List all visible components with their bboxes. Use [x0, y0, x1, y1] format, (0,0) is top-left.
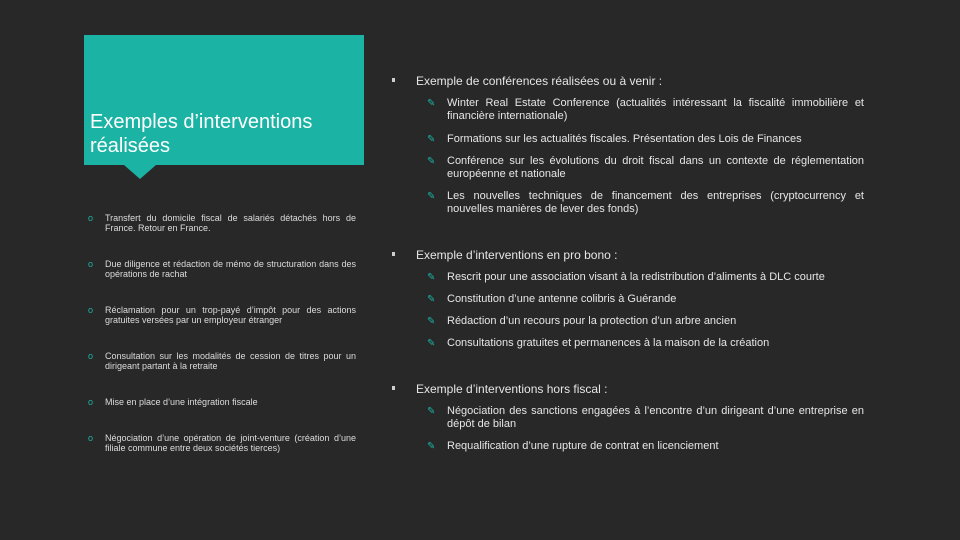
title-box-pointer	[124, 165, 156, 179]
interventions-list	[88, 213, 356, 453]
pencil-arrow-icon: ✎	[427, 316, 436, 327]
list-item: o Mise en place d’une intégration fiscale	[88, 397, 258, 407]
list-item: ✎ Les nouvelles techniques de financement des entreprises (cryptocurrency et nouvelles manières de lever des fonds)	[427, 190, 864, 215]
list-item: o Transfert du domicile fiscal de salariés détachés hors de France. Retour en France.	[88, 213, 356, 233]
list-item: ✎ Consultations gratuites et permanences à la maison de la création	[427, 337, 770, 349]
pencil-arrow-icon: ✎	[427, 98, 436, 109]
circle-bullet-icon: o	[88, 433, 94, 443]
circle-bullet-icon: o	[88, 259, 94, 269]
pencil-arrow-icon: ✎	[427, 134, 436, 145]
list-item: ✎ Conférence sur les évolutions du droit fiscal dans un contexte de réglementation européenne et nationale	[427, 155, 864, 180]
pencil-arrow-icon: ✎	[427, 191, 436, 202]
list-item: ✎ Requalification d’une rupture de contrat en licenciement	[427, 440, 719, 452]
list-item: ✎ Rescrit pour une association visant à la redistribution d’aliments à DLC courte	[427, 271, 825, 283]
square-bullet-icon	[392, 386, 395, 390]
list-item: o Consultation sur les modalités de cession de titres pour un dirigeant partant à la retraite	[88, 351, 356, 371]
square-bullet-icon	[392, 252, 395, 256]
circle-bullet-icon: o	[88, 305, 94, 315]
slide-title: Exemples d’interventions réalisées	[90, 111, 313, 157]
title-box	[84, 35, 364, 165]
list-item: o Réclamation pour un trop-payé d’impôt pour des actions gratuites versées par un employeur étranger	[88, 305, 356, 325]
pencil-arrow-icon: ✎	[427, 441, 436, 452]
list-item: ✎ Négociation des sanctions engagées à l’encontre d’un dirigeant d’une entreprise en dépôt de bilan	[427, 405, 864, 430]
pencil-arrow-icon: ✎	[427, 272, 436, 283]
list-item: o Négociation d’une opération de joint-venture (création d’une filiale commune entre deux sociétés tierces)	[88, 433, 356, 453]
square-bullet-icon	[392, 78, 395, 82]
circle-bullet-icon: o	[88, 213, 94, 223]
list-item: ✎ Constitution d’une antenne colibris à Guérande	[427, 293, 677, 305]
pencil-arrow-icon: ✎	[427, 338, 436, 349]
list-item: ✎ Formations sur les actualités fiscales. Présentation des Lois de Finances	[427, 133, 802, 145]
list-item: ✎ Winter Real Estate Conference (actualités intéressant la fiscalité immobilière et financière internationale)	[427, 97, 864, 122]
pencil-arrow-icon: ✎	[427, 406, 436, 417]
list-item: ✎ Rédaction d’un recours pour la protection d’un arbre ancien	[427, 315, 737, 327]
pencil-arrow-icon: ✎	[427, 156, 436, 167]
circle-bullet-icon: o	[88, 351, 94, 361]
circle-bullet-icon: o	[88, 397, 94, 407]
list-item: o Due diligence et rédaction de mémo de structuration dans des opérations de rachat	[88, 259, 356, 279]
pencil-arrow-icon: ✎	[427, 294, 436, 305]
